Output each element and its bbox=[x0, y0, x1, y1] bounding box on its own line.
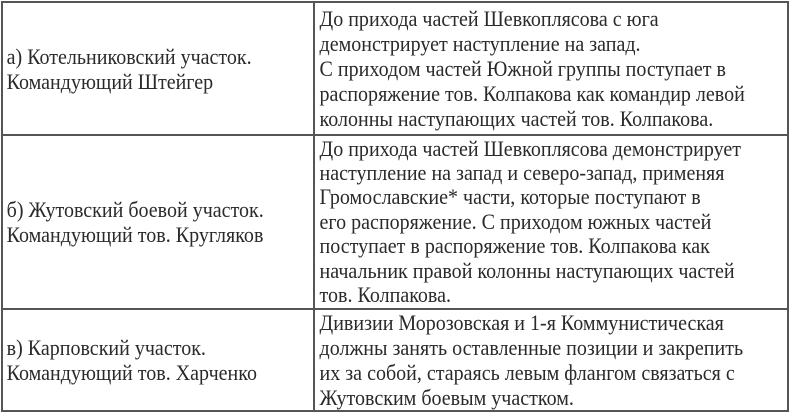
orders-line: колонны наступающих частей тов. Колпакова. bbox=[319, 106, 713, 131]
sector-cell bbox=[2, 309, 314, 411]
sector-commander: Командующий тов. Кругляков bbox=[6, 222, 264, 247]
orders-line: тов. Колпакова. bbox=[319, 282, 451, 308]
sector-commander: Командующий тов. Харченко bbox=[6, 360, 257, 385]
orders-line: должны занять оставленные позиции и закрепить bbox=[319, 335, 743, 360]
orders-line: распоряжение тов. Колпакова как командир левой bbox=[319, 81, 745, 106]
orders-line: демонстрирует наступление на запад. bbox=[319, 31, 641, 56]
sectors-table bbox=[1, 1, 789, 412]
sector-cell bbox=[2, 135, 314, 309]
orders-line: начальник правой колонны наступающих частей bbox=[319, 257, 735, 283]
orders-line: наступление на запад и северо-запад, применяя bbox=[319, 159, 725, 185]
orders-cell bbox=[314, 309, 788, 411]
table-row bbox=[2, 2, 788, 135]
table-row bbox=[2, 309, 788, 411]
sector-name: а) Котельниковский участок. bbox=[6, 43, 252, 69]
sector-commander: Командующий Штейгер bbox=[6, 68, 214, 94]
orders-line: Громославские* части, которые поступают в bbox=[319, 184, 701, 210]
orders-line: Дивизии Морозовская и 1-я Коммунистическая bbox=[319, 310, 724, 335]
orders-cell bbox=[314, 135, 788, 309]
orders-line: его распоряжение. С приходом южных частей bbox=[319, 208, 711, 234]
orders-line: поступает в распоряжение тов. Колпакова как bbox=[319, 233, 710, 259]
table-row bbox=[2, 135, 788, 309]
sector-name: б) Жутовский боевой участок. bbox=[6, 197, 264, 222]
sector-cell bbox=[2, 2, 314, 135]
orders-line: До прихода частей Шевкоплясова демонстрирует bbox=[319, 135, 741, 161]
orders-line: До прихода частей Шевкоплясова с юга bbox=[319, 6, 659, 31]
sector-name: в) Карповский участок. bbox=[6, 335, 206, 360]
orders-line: С приходом частей Южной группы поступает в bbox=[319, 56, 726, 81]
orders-line: Жутовским боевым участком. bbox=[319, 385, 574, 410]
orders-line: их за собой, стараясь левым флангом связаться с bbox=[319, 360, 735, 385]
orders-cell bbox=[314, 2, 788, 135]
